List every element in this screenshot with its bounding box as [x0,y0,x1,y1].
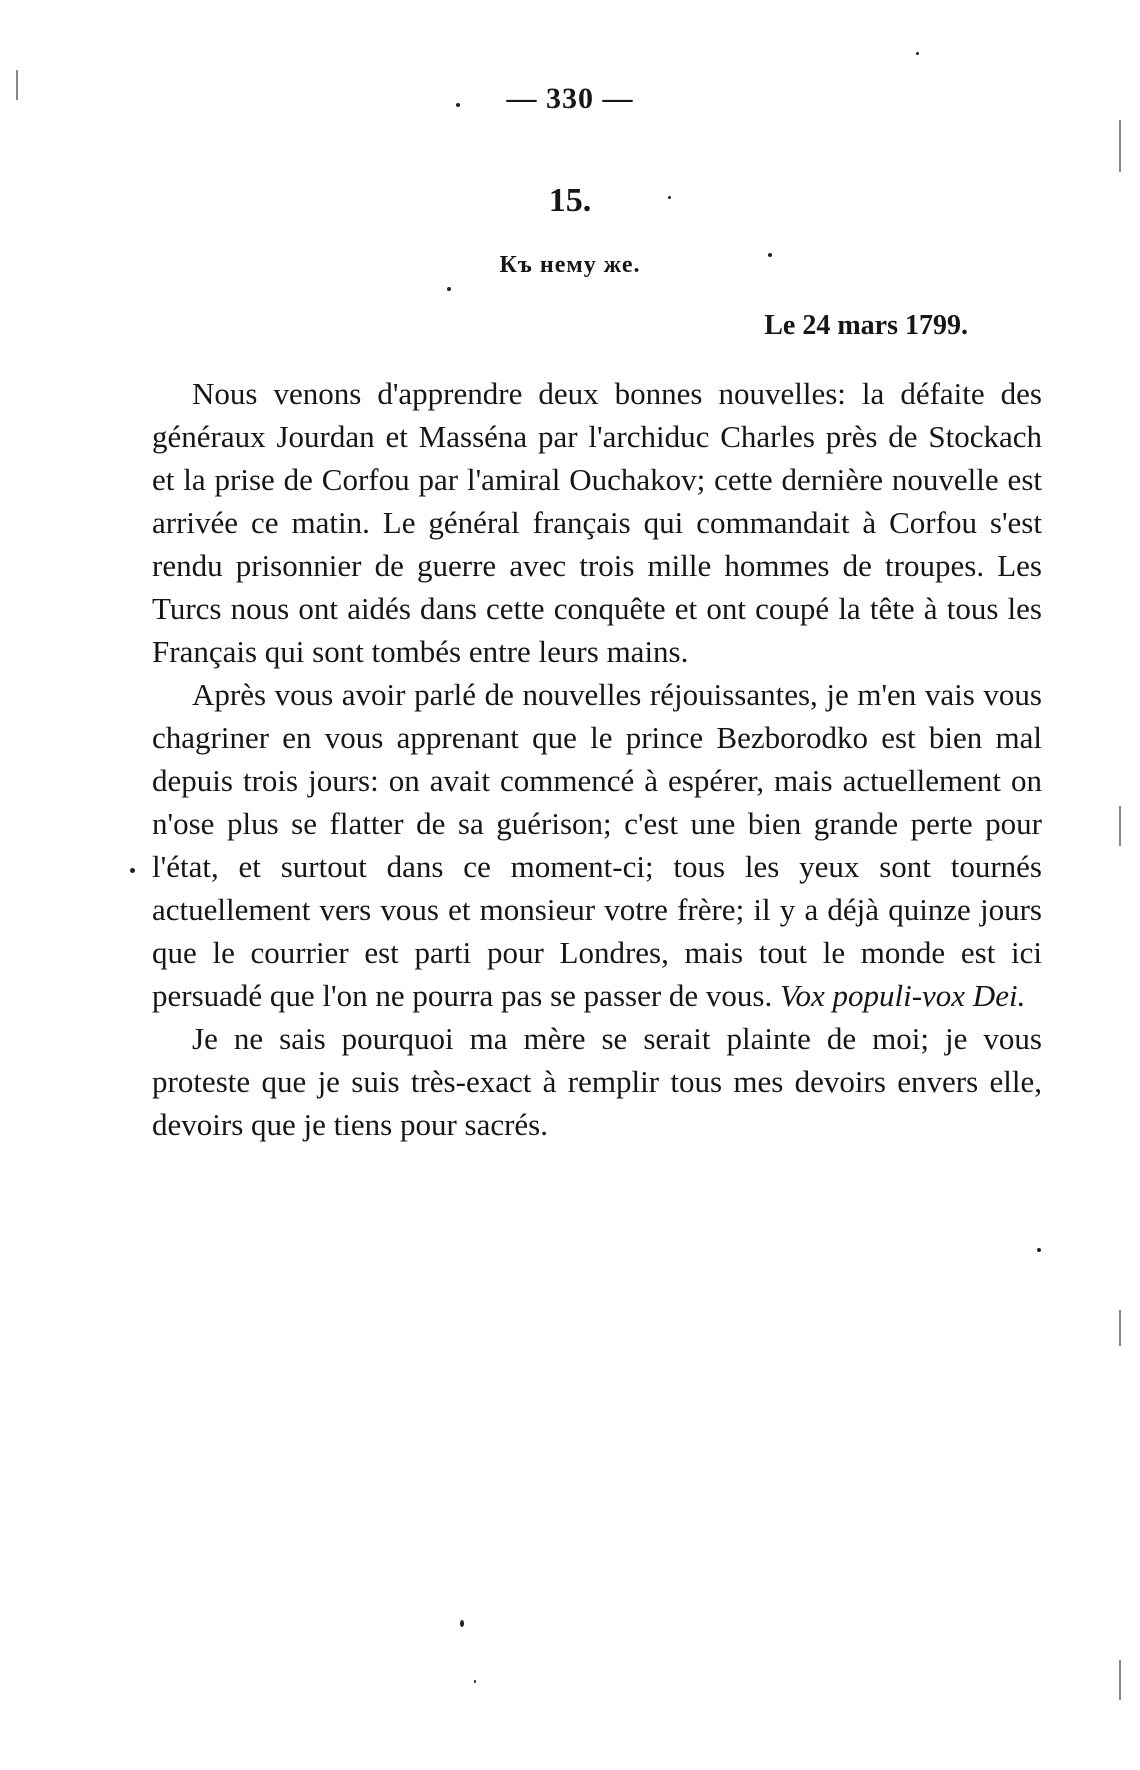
paragraph-1 [152,372,1042,673]
scan-speck [460,1620,464,1627]
scan-speck [474,1680,476,1683]
scan-speck [447,287,451,291]
scan-speck [130,868,135,873]
letter-body [152,372,1042,1146]
recipient-heading: Къ нему же. [499,252,641,278]
scan-speck [456,103,460,107]
scan-margin-mark [1119,1660,1121,1700]
letter-number: 15. [548,182,592,219]
page-number: — 330 — [506,82,634,115]
scan-margin-mark [1119,120,1121,172]
scan-speck [768,253,772,257]
paragraph-3-text: Je ne sais pourquoi ma mère se serait plainte de moi; je vous proteste que je suis très-exact à remplir tous mes devoirs envers elle, devoirs que je tiens pour sacrés. [152,1021,1042,1142]
scan-speck [1037,1248,1041,1252]
paragraph-1-text: Nous venons d'apprendre deux bonnes nouvelles: la défaite des généraux Jourdan et Masséna par l'archiduc Charles près de Stockach et la prise de Corfou par l'amiral Ouchakov; cette dernière nouvelle est arrivée ce matin. Le général français qui commandait à Corfou s'est rendu prisonnier de guerre avec trois mille hommes de troupes. Les Turcs nous ont aidés dans cette conquête et ont coupé la tête à tous les Français qui sont tombés entre leurs mains. [152,376,1042,669]
paragraph-2 [152,673,1042,1017]
paragraph-3 [152,1017,1042,1146]
latin-phrase: Vox populi-vox Dei. [779,978,1026,1013]
scan-speck [916,52,919,55]
scan-margin-mark [16,70,18,100]
scan-speck [668,196,671,199]
scan-margin-mark [1119,806,1121,846]
letter-date: Le 24 mars 1799. [764,310,968,341]
scan-margin-mark [1119,1310,1121,1346]
paragraph-2-text: Après vous avoir parlé de nouvelles réjouissantes, je m'en vais vous chagriner en vous apprenant que le prince Bezborodko est bien mal depuis trois jours: on avait commencé à espérer, mais actuellement on n'ose plus se flatter de sa guérison; c'est une bien grande perte pour l'état, et surtout dans ce moment-ci; tous les yeux sont tournés actuellement vers vous et monsieur votre frère; il y a déjà quinze jours que le courrier est parti pour Londres, mais tout le monde est ici persuadé que l'on ne pourra pas se passer de vous. [152,677,1042,1013]
